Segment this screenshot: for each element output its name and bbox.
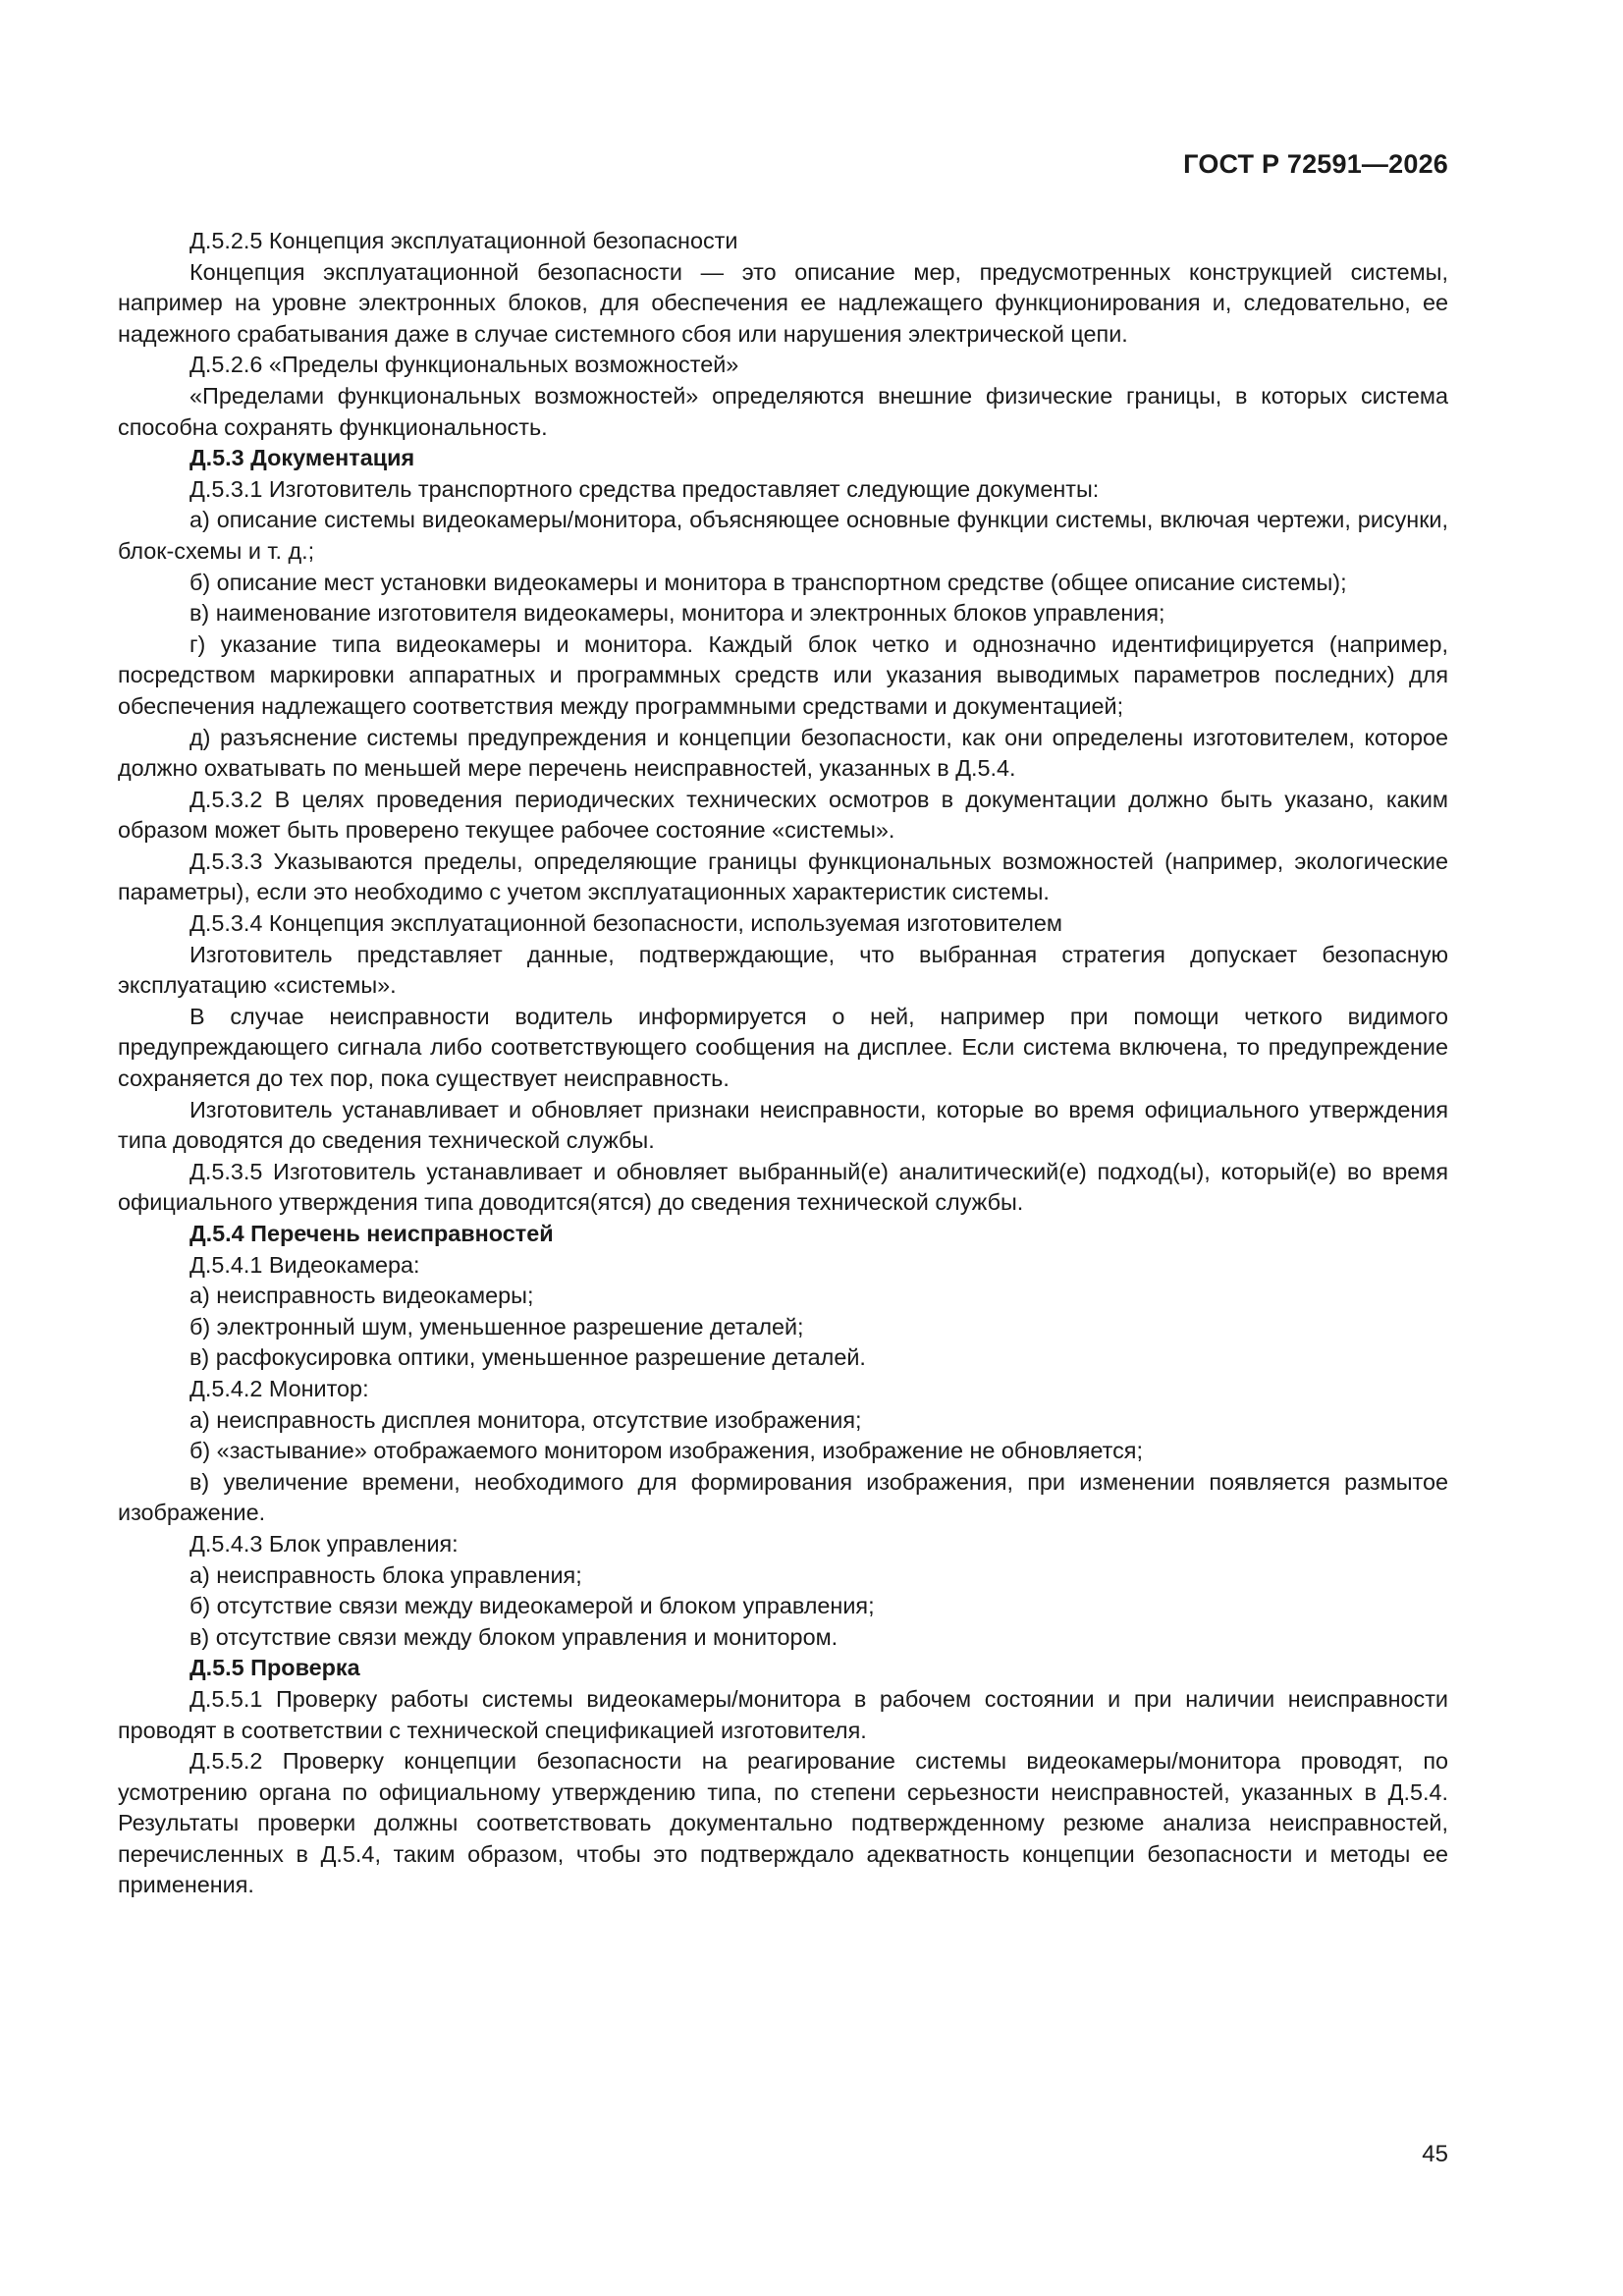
paragraph: а) неисправность блока управления;: [189, 1561, 582, 1588]
paragraph: Изготовитель устанавливает и обновляет признаки неисправности, которые во время официального утверждения типа доводятся до сведения технической службы.: [118, 1096, 1448, 1154]
paragraph: в) расфокусировка оптики, уменьшенное разрешение деталей.: [189, 1344, 866, 1371]
paragraph: Д.5.5.2 Проверку концепции безопасности на реагирование системы видеокамеры/монитора проводят, по усмотрению органа по официальному утверждению типа, по степени серьезности неисправностей, указанных в Д.5.4. Результаты проверки должны соответствовать документально подтвержденному резюме анализа неисправностей, перечисленных в Д.5.4, таким образом, чтобы это подтверждало адекватность концепции безопасности и методы ее применения.: [118, 1748, 1448, 1898]
paragraph: Д.5.4.1 Видеокамера:: [189, 1251, 420, 1278]
paragraph: б) электронный шум, уменьшенное разрешение деталей;: [189, 1313, 804, 1339]
paragraph: д) разъяснение системы предупреждения и концепции безопасности, как они определены изготовителем, которое должно охватывать по меньшей мере перечень неисправностей, указанных в Д.5.4.: [118, 724, 1448, 782]
paragraph: «Пределами функциональных возможностей» определяются внешние физические границы, в которых система способна сохранять функциональность.: [118, 382, 1448, 440]
section-heading: Д.5.4 Перечень неисправностей: [189, 1221, 554, 1246]
paragraph: б) описание мест установки видеокамеры и монитора в транспортном средстве (общее описание системы);: [189, 569, 1347, 595]
paragraph: Д.5.2.5 Концепция эксплуатационной безопасности: [189, 228, 738, 253]
paragraph: а) неисправность дисплея монитора, отсутствие изображения;: [189, 1406, 862, 1433]
document-body: [118, 226, 1448, 1901]
paragraph: Д.5.2.6 «Пределы функциональных возможностей»: [189, 352, 739, 378]
page-number: 45: [1422, 2141, 1448, 2167]
paragraph: Д.5.3.3 Указываются пределы, определяющие границы функциональных возможностей (например, экологические параметры), если это необходимо с учетом эксплуатационных характеристик системы.: [118, 847, 1448, 905]
paragraph: в) наименование изготовителя видеокамеры, монитора и электронных блоков управления;: [189, 600, 1165, 627]
section-heading: Д.5.3 Документация: [189, 445, 415, 471]
paragraph: а) описание системы видеокамеры/монитора, объясняющее основные функции системы, включая чертежи, рисунки, блок-схемы и т. д.;: [118, 507, 1448, 564]
paragraph: Д.5.4.3 Блок управления:: [189, 1530, 459, 1557]
paragraph: в) отсутствие связи между блоком управления и монитором.: [189, 1623, 839, 1650]
paragraph: г) указание типа видеокамеры и монитора. Каждый блок четко и однозначно идентифицируется (например, посредством маркировки аппаратных и программных средств или указания выводимых параметров последних) для обеспечения надлежащего соответствия между программными средствами и документацией;: [118, 630, 1448, 719]
section-heading: Д.5.5 Проверка: [189, 1655, 360, 1681]
paragraph: Концепция эксплуатационной безопасности — это описание мер, предусмотренных конструкцией системы, например на уровне электронных блоков, для обеспечения ее надлежащего функционирования и, следовательно, ее надежного срабатывания даже в случае системного сбоя или нарушения электрической цепи.: [118, 258, 1448, 347]
paragraph: б) отсутствие связи между видеокамерой и блоком управления;: [189, 1593, 875, 1619]
paragraph: Д.5.3.2 В целях проведения периодических технических осмотров в документации должно быть указано, каким образом может быть проверено текущее рабочее состояние «системы».: [118, 786, 1448, 844]
paragraph: Д.5.3.4 Концепция эксплуатационной безопасности, используемая изготовителем: [189, 910, 1063, 937]
document-header: ГОСТ Р 72591—2026: [1183, 149, 1448, 179]
paragraph: Д.5.3.1 Изготовитель транспортного средства предоставляет следующие документы:: [189, 475, 1100, 502]
paragraph: Д.5.5.1 Проверку работы системы видеокамеры/монитора в рабочем состоянии и при наличии неисправности проводят в соответствии с технической спецификацией изготовителя.: [118, 1685, 1448, 1743]
paragraph: Д.5.4.2 Монитор:: [189, 1375, 369, 1401]
paragraph: Изготовитель представляет данные, подтверждающие, что выбранная стратегия допускает безопасную эксплуатацию «системы».: [118, 941, 1448, 999]
paragraph: б) «застывание» отображаемого монитором изображения, изображение не обновляется;: [189, 1438, 1143, 1464]
paragraph: а) неисправность видеокамеры;: [189, 1283, 534, 1309]
paragraph: В случае неисправности водитель информируется о ней, например при помощи четкого видимого предупреждающего сигнала либо соответствующего сообщения на дисплее. Если система включена, то предупреждение сохраняется до тех пор, пока существует неисправность.: [118, 1003, 1448, 1092]
paragraph: Д.5.3.5 Изготовитель устанавливает и обновляет выбранный(е) аналитический(е) подход(ы), который(е) во время официального утверждения типа доводится(ятся) до сведения технической службы.: [118, 1158, 1448, 1216]
paragraph: в) увеличение времени, необходимого для формирования изображения, при изменении появляется размытое изображение.: [118, 1468, 1448, 1526]
